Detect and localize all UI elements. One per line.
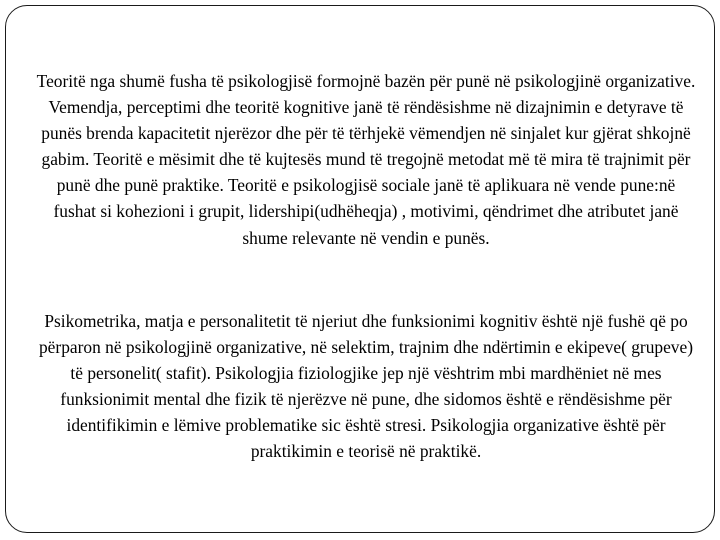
paragraph-psychometrics: Psikometrika, matja e personalitetit të njeriut dhe funksionimi kognitiv është një fushë që po përparon në psikologjinë organizative, në selektim, trajnim dhe ndërtimin e ekipeve( grupeve) të personelit( stafit). Psikologjia fiziologjike jep një vështrim mbi mardhëniet në mes funksionimit mental dhe fizik të njerëzve në pune, dhe sidomos është e rëndësishme për identifikimin e lëmive problematike sic është stresi. Psikologjia organizative është për praktikimin e teorisë në praktikë. [38,311,694,462]
slide-frame [5,5,715,533]
paragraph-theories: Teoritë nga shumë fusha të psikologjisë formojnë bazën për punë në psikologjinë organizative. Vemendja, perceptimi dhe teoritë kognitive janë të rëndësishme në dizajnimin e detyrave të punës brenda kapacitetit njerëzor dhe për të tërhjekë vëmendjen në sinjalet kur gjërat shkojnë gabim. Teoritë e mësimit dhe të kujtesës mund të tregojnë metodat më të mira të trajnimit për punë dhe punë praktike. Teoritë e psikologjisë sociale janë të aplikuara në vende pune:në fushat si kohezioni i grupit, lidershipi(udhëheqja) , motivimi, qëndrimet dhe atributet janë shume relevante në vendin e punës. [36,71,696,248]
